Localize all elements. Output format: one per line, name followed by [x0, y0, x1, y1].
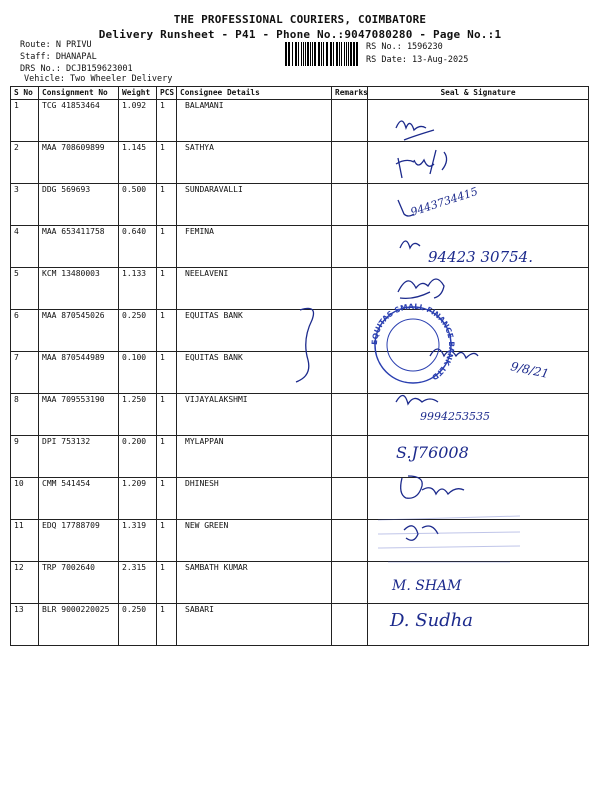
- cell-pcs: 1: [157, 394, 177, 436]
- cell-consignee: FEMINA: [177, 226, 332, 268]
- signature-row-12: M. SHAM: [392, 578, 462, 594]
- cell-consignee: EQUITAS BANK: [177, 352, 332, 394]
- cell-pcs: 1: [157, 184, 177, 226]
- cell-remarks: [332, 478, 368, 520]
- table-row: [11, 310, 589, 352]
- cell-sno: 11: [11, 520, 39, 562]
- cell-seal-signature: [368, 604, 589, 646]
- cell-weight: 1.209: [119, 478, 157, 520]
- barcode-bar: [292, 42, 293, 66]
- cell-consignee: MYLAPPAN: [177, 436, 332, 478]
- cell-pcs: 1: [157, 352, 177, 394]
- table-row: [11, 268, 589, 310]
- vehicle-label: Vehicle: Two Wheeler Delivery: [24, 74, 173, 84]
- cell-weight: 0.250: [119, 604, 157, 646]
- table-row: [11, 520, 589, 562]
- barcode-bar: [310, 42, 311, 66]
- table-row: [11, 142, 589, 184]
- barcode-bar: [298, 42, 299, 66]
- header-pcs: PCS: [157, 87, 177, 100]
- cell-weight: 1.250: [119, 394, 157, 436]
- cell-weight: 1.145: [119, 142, 157, 184]
- barcode-bar: [303, 42, 304, 66]
- note-row-9: S.J76008: [396, 443, 469, 462]
- cell-consignment: MAA 870544989: [39, 352, 119, 394]
- cell-consignment: KCM 13480003: [39, 268, 119, 310]
- cell-sno: 9: [11, 436, 39, 478]
- cell-consignee: NEW GREEN: [177, 520, 332, 562]
- cell-sno: 7: [11, 352, 39, 394]
- cell-remarks: [332, 604, 368, 646]
- staff-label: Staff: DHANAPAL: [20, 52, 97, 62]
- barcode-bar: [318, 42, 320, 66]
- cell-seal-signature: [368, 142, 589, 184]
- cell-consignee: VIJAYALAKSHMI: [177, 394, 332, 436]
- cell-seal-signature: [368, 394, 589, 436]
- cell-weight: 1.133: [119, 268, 157, 310]
- cell-remarks: [332, 436, 368, 478]
- cell-consignment: MAA 709553190: [39, 394, 119, 436]
- cell-remarks: [332, 226, 368, 268]
- signature-row-13: D. Sudha: [390, 610, 474, 631]
- barcode-bar: [350, 42, 352, 66]
- barcode-bar: [307, 42, 309, 66]
- cell-sno: 6: [11, 310, 39, 352]
- cell-seal-signature: [368, 100, 589, 142]
- cell-remarks: [332, 184, 368, 226]
- cell-seal-signature: [368, 478, 589, 520]
- cell-sno: 8: [11, 394, 39, 436]
- barcode-bar: [341, 42, 342, 66]
- cell-pcs: 1: [157, 142, 177, 184]
- cell-remarks: [332, 352, 368, 394]
- cell-pcs: 1: [157, 268, 177, 310]
- barcode-bar: [348, 42, 349, 66]
- header-sno: S No: [11, 87, 39, 100]
- barcode-bar: [330, 42, 332, 66]
- barcode-bar: [323, 42, 324, 66]
- cell-weight: 2.315: [119, 562, 157, 604]
- cell-consignment: MAA 653411758: [39, 226, 119, 268]
- cell-pcs: 1: [157, 520, 177, 562]
- cell-pcs: 1: [157, 478, 177, 520]
- cell-consignment: DDG 569693: [39, 184, 119, 226]
- header-consignment: Consignment No: [39, 87, 119, 100]
- cell-sno: 1: [11, 100, 39, 142]
- cell-seal-signature: [368, 562, 589, 604]
- table-row: [11, 478, 589, 520]
- cell-weight: 1.319: [119, 520, 157, 562]
- cell-sno: 5: [11, 268, 39, 310]
- cell-remarks: [332, 100, 368, 142]
- cell-consignee: NEELAVENI: [177, 268, 332, 310]
- cell-weight: 0.250: [119, 310, 157, 352]
- cell-weight: 1.092: [119, 100, 157, 142]
- cell-pcs: 1: [157, 604, 177, 646]
- cell-consignment: CMM 541454: [39, 478, 119, 520]
- cell-consignee: BALAMANI: [177, 100, 332, 142]
- cell-pcs: 1: [157, 436, 177, 478]
- cell-sno: 4: [11, 226, 39, 268]
- cell-weight: 0.640: [119, 226, 157, 268]
- barcode-bar: [353, 42, 355, 66]
- cell-consignment: TRP 7002640: [39, 562, 119, 604]
- cell-consignment: DPI 753132: [39, 436, 119, 478]
- table-row: [11, 100, 589, 142]
- cell-sno: 10: [11, 478, 39, 520]
- rs-date: RS Date: 13-Aug-2025: [366, 55, 469, 65]
- cell-consignment: MAA 708609899: [39, 142, 119, 184]
- cell-seal-signature: [368, 436, 589, 478]
- route-label: Route: N PRIVU: [20, 40, 92, 50]
- table-row: [11, 436, 589, 478]
- table-row: [11, 562, 589, 604]
- rs-number: RS No.: 1596230: [366, 42, 443, 52]
- cell-weight: 0.100: [119, 352, 157, 394]
- table-row: [11, 352, 589, 394]
- barcode-bar: [336, 42, 338, 66]
- table-row: [11, 184, 589, 226]
- cell-consignee: SUNDARAVALLI: [177, 184, 332, 226]
- cell-seal-signature: [368, 310, 589, 352]
- barcode-bar: [312, 42, 313, 66]
- phone-row-4: 94423 30754.: [428, 248, 533, 266]
- barcode-bar: [321, 42, 322, 66]
- cell-sno: 2: [11, 142, 39, 184]
- cell-consignment: TCG 41853464: [39, 100, 119, 142]
- cell-remarks: [332, 310, 368, 352]
- cell-remarks: [332, 562, 368, 604]
- cell-sno: 12: [11, 562, 39, 604]
- barcode-bar: [326, 42, 328, 66]
- cell-seal-signature: [368, 268, 589, 310]
- barcode-bar: [295, 42, 297, 66]
- table-row: [11, 226, 589, 268]
- cell-sno: 3: [11, 184, 39, 226]
- cell-weight: 0.500: [119, 184, 157, 226]
- cell-remarks: [332, 394, 368, 436]
- header-weight: Weight: [119, 87, 157, 100]
- cell-consignee: SAMBATH KUMAR: [177, 562, 332, 604]
- company-title: THE PROFESSIONAL COURIERS, COIMBATORE: [173, 13, 427, 26]
- cell-pcs: 1: [157, 226, 177, 268]
- cell-pcs: 1: [157, 562, 177, 604]
- barcode-bar: [346, 42, 347, 66]
- header-consignee: Consignee Details: [177, 87, 332, 100]
- cell-consignee: SABARI: [177, 604, 332, 646]
- cell-weight: 0.200: [119, 436, 157, 478]
- cell-consignee: DHINESH: [177, 478, 332, 520]
- barcode-bar: [305, 42, 306, 66]
- barcode-bar: [333, 42, 334, 66]
- barcode-bar: [288, 42, 290, 66]
- drs-number: DRS No.: DCJB159623001: [20, 64, 133, 74]
- cell-seal-signature: [368, 520, 589, 562]
- barcode-bar: [356, 42, 358, 66]
- cell-sno: 13: [11, 604, 39, 646]
- runsheet-table: [10, 86, 589, 646]
- table-header-row: [11, 87, 589, 100]
- cell-consignee: SATHYA: [177, 142, 332, 184]
- cell-consignment: EDQ 17788709: [39, 520, 119, 562]
- note-row-7: 9/8/21: [509, 359, 551, 381]
- barcode-bar: [301, 42, 302, 66]
- header-remarks: Remarks: [332, 87, 368, 100]
- cell-pcs: 1: [157, 310, 177, 352]
- runsheet-subtitle: Delivery Runsheet - P41 - Phone No.:9047080280 - Page No.:1: [98, 28, 502, 41]
- barcode-bar: [344, 42, 345, 66]
- table-row: [11, 394, 589, 436]
- cell-pcs: 1: [157, 100, 177, 142]
- cell-remarks: [332, 520, 368, 562]
- barcode: [285, 42, 359, 66]
- cell-remarks: [332, 142, 368, 184]
- stamp-text: EQUITAS SMALL FINANCE BANK LTD: [369, 301, 457, 382]
- table-row: [11, 604, 589, 646]
- cell-consignee: EQUITAS BANK: [177, 310, 332, 352]
- cell-seal-signature: [368, 184, 589, 226]
- cell-consignment: MAA 870545026: [39, 310, 119, 352]
- cell-remarks: [332, 268, 368, 310]
- cell-seal-signature: [368, 352, 589, 394]
- cell-seal-signature: [368, 226, 589, 268]
- phone-row-8: 9994253535: [420, 410, 490, 423]
- cell-consignment: BLR 9000220025: [39, 604, 119, 646]
- phone-row-3: 9443734415: [408, 184, 480, 219]
- header-seal-signature: Seal & Signature: [368, 87, 589, 100]
- barcode-bar: [285, 42, 287, 66]
- barcode-bar: [314, 42, 316, 66]
- barcode-bar: [339, 42, 340, 66]
